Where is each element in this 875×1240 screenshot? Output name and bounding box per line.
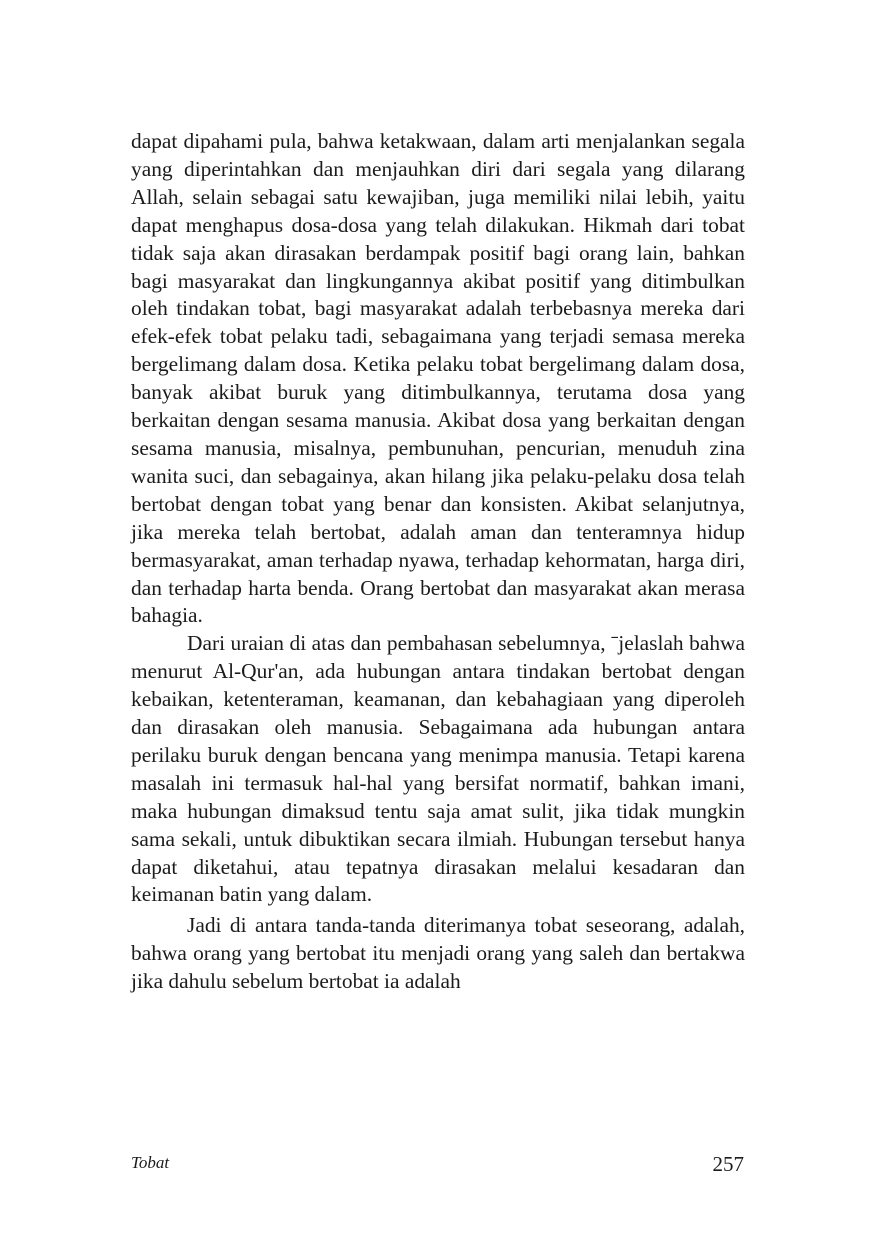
paragraph-3: Jadi di antara tanda-tanda diterimanya tobat seseorang, adalah, bahwa orang yang bertobat itu menjadi orang yang saleh dan bertakwa jika dahulu sebelum bertobat ia adalah xyxy=(131,913,745,994)
running-title: Tobat xyxy=(131,1153,170,1172)
page-number: 257 xyxy=(712,1152,744,1176)
paragraph-1: dapat dipahami pula, bahwa ketakwaan, dalam arti menjalankan segala yang diperintahkan dan menjauhkan diri dari segala yang dilarang Allah, selain sebagai satu kewajiban, juga memiliki nilai lebih, yaitu dapat menghapus dosa-dosa yang telah dilakukan. Hikmah dari tobat tidak saja akan dirasakan berdampak positif bagi orang lain, bahkan bagi masyarakat dan lingkungannya akibat positif yang ditimbulkan oleh tindakan tobat, bagi masyarakat adalah terbebasnya mereka dari efek-efek tobat pelaku tadi, sebagaimana yang terjadi semasa mereka bergelimang dalam dosa. Ketika pelaku tobat bergelimang dalam dosa, banyak akibat buruk yang ditimbulkannya, terutama dosa yang berkaitan dengan sesama manusia. Akibat dosa yang berkaitan dengan sesama manusia, misalnya, pembunuhan, pencurian, menuduh zina wanita suci, dan sebagainya, akan hilang jika pelaku-pelaku dosa telah bertobat dengan tobat yang benar dan konsisten. Akibat selanjutnya, jika mereka telah bertobat, adalah aman dan tenteramnya hidup bermasyarakat, aman terhadap nyawa, terhadap kehormatan, harga diri, dan terhadap harta benda. Orang bertobat dan masyarakat akan merasa bahagia. xyxy=(131,129,745,628)
body-text xyxy=(131,128,745,996)
paragraph-2: Dari uraian di atas dan pembahasan sebelumnya, ˉjelaslah bahwa menurut Al-Qur'an, ada hubungan antara tindakan bertobat dengan kebaikan, ketenteraman, keamanan, dan kebahagiaan yang diperoleh dan dirasakan oleh manusia. Sebagaimana ada hubungan antara perilaku buruk dengan bencana yang menimpa manusia. Tetapi karena masalah ini termasuk hal-hal yang bersifat normatif, bahkan imani, maka hubungan dimaksud tentu saja amat sulit, jika tidak mungkin sama sekali, untuk dibuktikan secara ilmiah. Hubungan tersebut hanya dapat diketahui, atau tepatnya dirasakan melalui kesadaran dan keimanan batin yang dalam. xyxy=(131,631,745,907)
